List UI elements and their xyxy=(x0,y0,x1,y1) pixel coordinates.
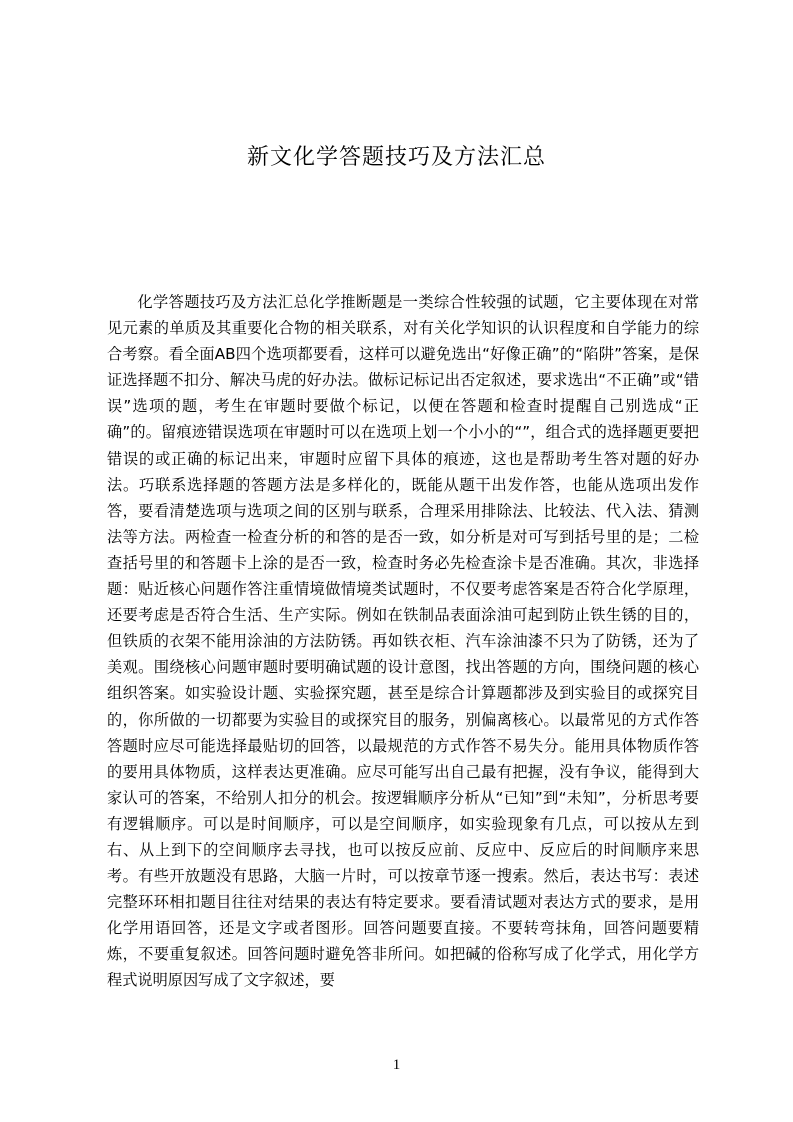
body-paragraph: 化学答题技巧及方法汇总化学推断题是一类综合性较强的试题，它主要体现在对常见元素的单质及其重要化合物的相关联系，对有关化学知识的认识程度和自学能力的综合考察。看全面AB四个选项都要看，这样可以避免选出“好像正确”的“陷阱”答案，是保证选择题不扣分、解决马虎的好办法。做标记标记出否定叙述，要求选出“不正确”或“错误”选项的题，考生在审题时要做个标记，以便在答题和检查时提醒自己别选成“正确”的。留痕迹错误选项在审题时可以在选项上划一个小小的“”，组合式的选择题更要把错误的或正确的标记出来，审题时应留下具体的痕迹，这也是帮助考生答对题的好办法。巧联系选择题的答题方法是多样化的，既能从题干出发作答，也能从选项出发作答，要看清楚选项与选项之间的区别与联系，合理采用排除法、比较法、代入法、猜测法等方法。两检查一检查分析的和答的是否一致，如分析是对可写到括号里的是；二检查括号里的和答题卡上涂的是否一致，检查时务必先检查涂卡是否准确。其次，非选择题：贴近核心问题作答注重情境做情境类试题时，不仅要考虑答案是否符合化学原理，还要考虑是否符合生活、生产实际。例如在铁制品表面涂油可起到防止铁生锈的目的，但铁质的衣架不能用涂油的方法防锈。再如铁衣柜、汽车涂油漆不只为了防锈，还为了美观。围绕核心问题审题时要明确试题的设计意图，找出答题的方向，围绕问题的核心组织答案。如实验设计题、实验探究题，甚至是综合计算题都涉及到实验目的或探究目的，你所做的一切都要为实验目的或探究目的服务，别偏离核心。以最常见的方式作答答题时应尽可能选择最贴切的回答，以最规范的方式作答不易失分。能用具体物质作答的要用具体物质，这样表达更准确。应尽可能写出自己最有把握，没有争议，能得到大家认可的答案，不给别人扣分的机会。按逻辑顺序分析从“已知”到“未知”，分析思考要有逻辑顺序。可以是时间顺序，可以是空间顺序，如实验现象有几点，可以按从左到右、从上到下的空间顺序去寻找，也可以按反应前、反应中、反应后的时间顺序来思考。有些开放题没有思路，大脑一片时，可以按章节逐一搜索。然后，表达书写：表述完整环环相扣题目往往对结果的表达有特定要求。要看清试题对表达方式的要求，是用化学用语回答，还是文字或者图形。回答问题要直接。不要转弯抹角，回答问题要精炼，不要重复叙述。回答问题时避免答非所问。如把碱的俗称写成了化学式，用化学方程式说明原因写成了文字叙述，要 xyxy=(107,293,699,990)
page-number: 1 xyxy=(392,1057,401,1073)
document-title: 新文化学答题技巧及方法汇总 xyxy=(246,145,546,170)
